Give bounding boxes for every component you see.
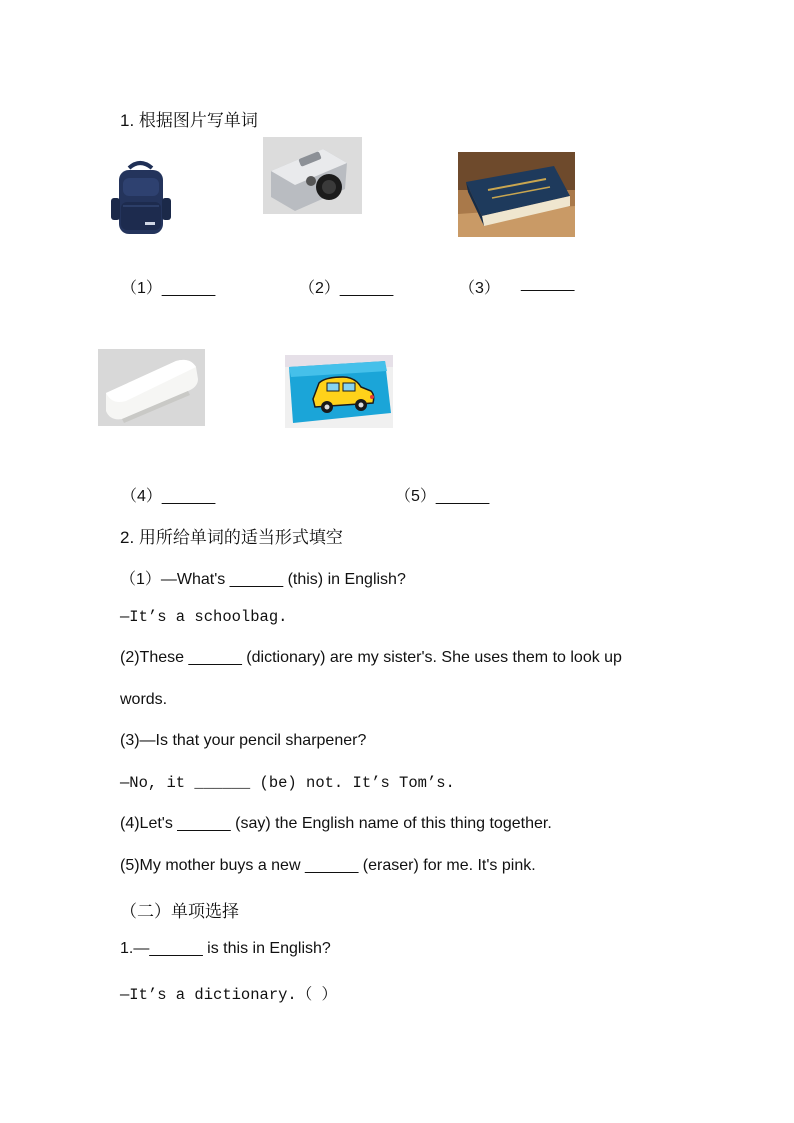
answer-line: —No, it ______ (be) not. It’s Tom’s. <box>120 774 455 792</box>
pencil-case-image <box>285 355 393 428</box>
dictionary-book-image <box>458 152 575 237</box>
section1-heading: 1. 根据图片写单词 <box>120 111 258 130</box>
question-line: （1）—What's ______ (this) in English? <box>120 571 406 588</box>
label-3: （3） <box>459 280 500 297</box>
question-line: 1.—______ is this in English? <box>120 940 331 957</box>
question-line: (3)—Is that your pencil sharpener? <box>120 732 367 749</box>
backpack-image <box>107 158 174 240</box>
question-line: (2)These ______ (dictionary) are my sister's. She uses them to look up <box>120 649 622 666</box>
section2-heading: 2. 用所给单词的适当形式填空 <box>120 528 343 547</box>
eraser-image <box>98 349 205 426</box>
label-1: （1）______ <box>121 280 216 297</box>
question-line: (5)My mother buys a new ______ (eraser) for me. It's pink. <box>120 857 536 874</box>
section3-heading: （二）单项选择 <box>120 902 239 921</box>
answer-line: —It’s a dictionary.（ ） <box>120 986 338 1004</box>
question-line-continued: words. <box>120 691 168 708</box>
pencil-sharpener-image <box>263 137 362 214</box>
question-line: (4)Let's ______ (say) the English name of this thing together. <box>120 815 552 832</box>
label-5: （5）______ <box>395 488 490 505</box>
label-3-blank: ______ <box>521 275 575 292</box>
label-2: （2）______ <box>299 280 394 297</box>
label-4: （4）______ <box>121 488 216 505</box>
answer-line: —It’s a schoolbag. <box>120 608 288 626</box>
